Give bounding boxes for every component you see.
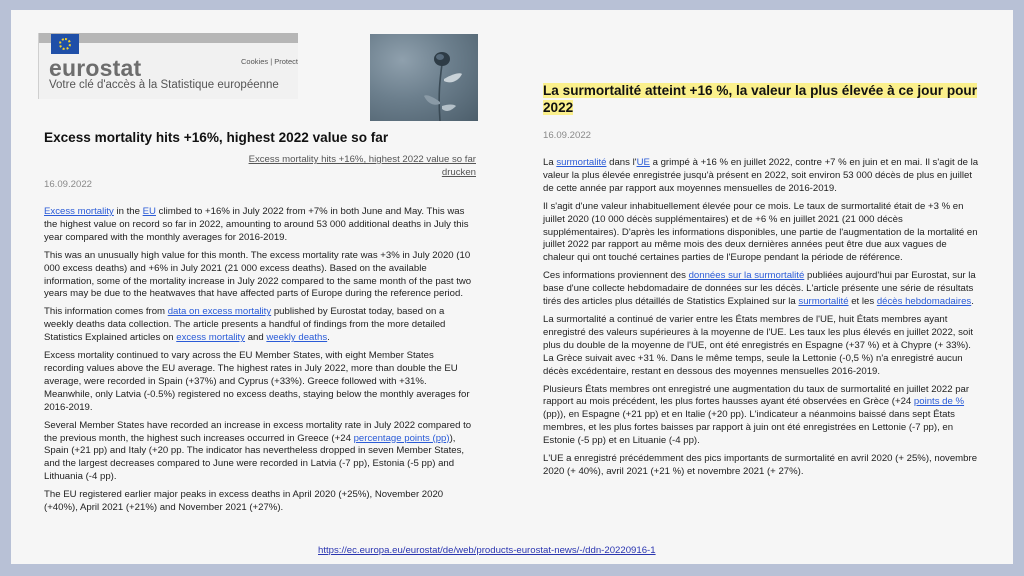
points-de-pourcent-link[interactable]: points de % (913, 396, 965, 408)
text: . (327, 332, 330, 344)
data-on-excess-mortality-link[interactable]: data on excess mortality (167, 306, 272, 318)
percentage-points-link[interactable]: percentage points (pp) (353, 432, 450, 444)
article-body-fr (543, 157, 979, 479)
eurostat-header (38, 33, 298, 99)
article-body-en (44, 206, 476, 515)
highlighted-title: La surmortalité atteint +16 %, la valeur la plus élevée à ce jour pour 2022 (543, 83, 978, 115)
excess-mortality-article-link[interactable]: excess mortality (176, 332, 246, 344)
text: Several Member States have recorded an increase in excess mortality rate in July 2022 compared to the previous month, the highest such increases occurred in Greece (+24 (44, 419, 472, 444)
paragraph-fr-5 (543, 384, 979, 449)
text: Ces informations proviennent des (543, 270, 689, 282)
paragraph-en-1 (44, 206, 476, 245)
text: This information comes from (44, 306, 168, 318)
deces-hebdomadaires-link[interactable]: décès hebdomadaires (876, 296, 972, 308)
eu-link[interactable]: EU (142, 206, 156, 217)
text: La (543, 157, 557, 168)
paragraph-fr-1 (543, 157, 979, 196)
publish-date-fr: 16.09.2022 (543, 130, 592, 141)
rose-image (370, 34, 478, 121)
text: dans l' (606, 157, 637, 168)
weekly-deaths-link[interactable]: weekly deaths (266, 332, 328, 344)
ue-link[interactable]: UE (636, 157, 650, 168)
text: published by Eurostat today, based on a weekly deaths data collection. The article presents a handful of findings from the more detailed Statistics Explained articles on (44, 306, 446, 344)
text: and (245, 332, 267, 344)
surmortalite-link[interactable]: surmortalité (556, 157, 607, 168)
header-tagline: Votre clé d'accès à la Statistique européenne (49, 79, 279, 91)
article-title-fr (543, 82, 979, 116)
text: publiées aujourd'hui par Eurostat, sur la base d'une collecte hebdomadaire de données sur les décès. L'article présente une série de résultats tirés des articles plus détaillés de Statistics Explained sur la (543, 270, 976, 308)
eu-stars-icon (59, 38, 71, 50)
eurostat-logo[interactable]: eurostat (49, 55, 142, 81)
rose-illustration (370, 34, 478, 121)
print-title-link[interactable]: Excess mortality hits +16%, highest 2022 value so far (248, 154, 476, 165)
excess-mortality-link[interactable]: Excess mortality (44, 206, 114, 217)
paragraph-fr-3 (543, 270, 979, 309)
text: (pp)), en Espagne (+21 pp) et en Italie (+20 pp). L'indicateur a néanmoins baissé dans sept États membres, et les plus fortes baisses par rapport à juin ont été enregistrées en Lettonie (-7 pp), en Estonie (-5 pp) et en Lituanie (-4 pp). (543, 409, 955, 447)
english-article (44, 130, 476, 520)
paragraph-fr-4: La surmortalité a continué de varier entre les États membres de l'UE, huit États membres ayant enregistré des valeurs supérieures à la moyenne de l'UE. Les taux les plus élevés en juillet 2022, soit plus du double de la moyenne de l'UE, ont été enregistrés en Espagne (+37 %) et à Chypre (+ 33%). La Grèce suivait avec +31 %. Dans le même temps, seule la Lettonie (-0,5 %) n'a enregistré aucun décès excédentaire, restant en dessous des moyennes mensuelles 2016-2019. (543, 313, 974, 377)
paragraph-en-3 (44, 306, 476, 345)
print-block (44, 154, 476, 179)
text: . (971, 296, 974, 308)
donnees-surmortalite-link[interactable]: données sur la surmortalité (688, 270, 805, 282)
text: et les (848, 296, 877, 308)
paragraph-fr-6: L'UE a enregistré précédemment des pics importants de surmortalité en avril 2020 (+ 25%), novembre 2020 (+ 40%), avril 2021 (+21 %) et novembre 2021 (+ 27%). (543, 453, 978, 477)
text: climbed to +16% in July 2022 from +7% in both June and May. This was the highest value on record so far in 2022, amounting to around 53 000 additional deaths in July this year compared with the monthly averages for 2016-2019. (44, 206, 469, 243)
paragraph-en-5 (44, 420, 476, 485)
source-url-link[interactable]: https://ec.europa.eu/eurostat/de/web/products-eurostat-news/-/ddn-20220916-1 (318, 545, 656, 556)
eu-flag-icon (51, 34, 79, 54)
text: Plusieurs États membres ont enregistré une augmentation du taux de surmortalité en juillet 2022 par rapport au mois précédent, les plus fortes hausses ayant été observées en Grèce (+24 (543, 383, 970, 408)
text: a grimpé à +16 % en juillet 2022, contre +7 % en juin et en mai. Il s'agit de la valeur la plus élevée enregistrée jusqu'à présent en 2022, soit environ 53 000 décès de plus en juillet de cette année par rapport aux moyennes mensuelles de 2016-2019. (543, 157, 979, 194)
paragraph-en-2: This was an unusually high value for this month. The excess mortality rate was +3% in July 2020 (10 000 excess deaths) and +6% in July 2021 (21 000 excess deaths). Based on the available information, some of the mortality increase in July 2022 compared to the same month of the past two years may be due to the heatwaves that have affected parts of Europe during the reference period. (44, 249, 472, 300)
french-article (543, 82, 979, 484)
paragraph-fr-2: Il s'agit d'une valeur inhabituellement élevée pour ce mois. Le taux de surmortalité était de +3 % en juillet 2020 (10 000 décès supplémentaires) et de +6 % en juillet 2021 (21 000 décès supplémentaires). D'après les informations disponibles, une partie de l'augmentation de la mortalité en juillet 2022 par rapport au même mois des deux dernières années peut être due aux vagues de chaleur qui ont touché certaines parties de l'Europe pendant la période de référence. (543, 200, 978, 264)
text: in the (113, 206, 143, 217)
paragraph-en-4: Excess mortality continued to vary across the EU Member States, with eight Member States recording values above the EU average. The highest rates in July 2022, more than double the EU average, were recorded in Spain (+37%) and Cyprus (+33%). Greece followed with +31%. Meanwhile, only Latvia (-0.5%) registered no excess deaths, staying below the monthly averages for 2016-2019. (44, 350, 470, 413)
text: ), Spain (+21 pp) and Italy (+20 pp. The indicator has nevertheless dropped in seven Member States, and the largest decreases compared to June were recorded in Latvia (-7 pp), Estonia (-5 pp) and Lithuania (-4 pp). (44, 432, 465, 483)
surmortalite-article-link[interactable]: surmortalité (798, 296, 849, 308)
header-top-links[interactable]: Cookies | Protect (241, 57, 298, 66)
paragraph-en-6: The EU registered earlier major peaks in excess deaths in April 2020 (+25%), November 2020 (+40%), April 2021 (+21%) and November 2021 (+27%). (44, 489, 444, 514)
publish-date-en: 16.09.2022 (44, 179, 93, 190)
print-link[interactable]: drucken (441, 166, 476, 178)
article-title-en: Excess mortality hits +16%, highest 2022 value so far (44, 130, 389, 145)
